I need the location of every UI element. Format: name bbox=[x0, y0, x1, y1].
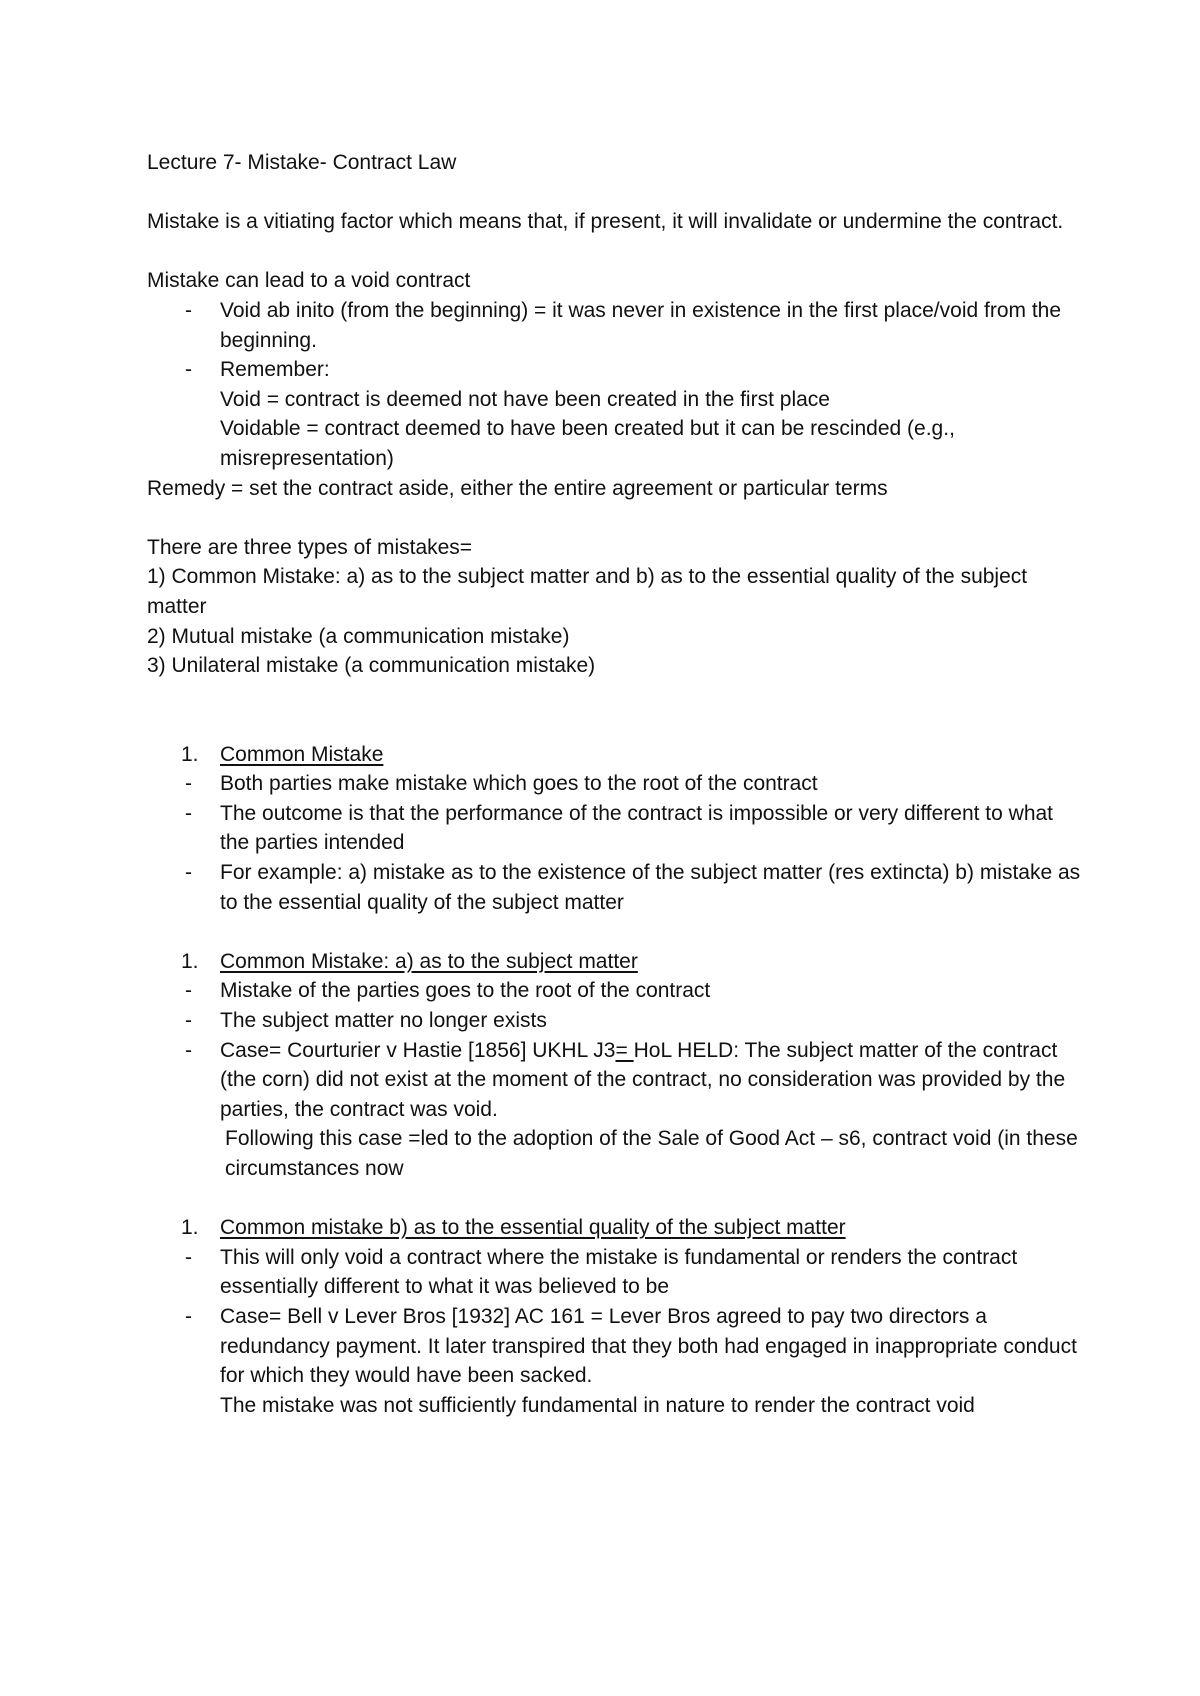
list-item bbox=[147, 1302, 1087, 1391]
list-item bbox=[147, 858, 1087, 917]
list-item bbox=[147, 976, 1087, 1006]
list-item-text: For example: a) mistake as to the existence of the subject matter (res extincta) b) mistake as to the essential quality of the subject matter bbox=[220, 861, 1081, 914]
section-title: Common Mistake bbox=[220, 742, 384, 766]
list-item-continuation: Following this case =led to the adoption of the Sale of Good Act – s6, contract void (in these circumstances now bbox=[225, 1127, 1078, 1180]
list-item bbox=[147, 1006, 1087, 1036]
dash-bullet: - bbox=[185, 772, 192, 796]
section-title: Common Mistake: a) as to the subject matter bbox=[220, 949, 638, 973]
document-title: Lecture 7- Mistake- Contract Law bbox=[147, 151, 457, 174]
dash-bullet: - bbox=[185, 861, 192, 885]
case-holding: HoL HELD: The subject matter of the contract (the corn) did not exist at the moment of the contract, no consideration was provided by the parties, the contract was void. bbox=[220, 1038, 1066, 1121]
section-heading bbox=[147, 1213, 1087, 1243]
list-item bbox=[147, 769, 1087, 799]
list-item-text: Mistake of the parties goes to the root of the contract bbox=[220, 979, 711, 1003]
section-number: 1. bbox=[181, 949, 199, 973]
list-item-text: The subject matter no longer exists bbox=[220, 1009, 547, 1033]
dash-bullet: - bbox=[185, 1304, 192, 1328]
list-item-text: Void ab inito (from the beginning) = it was never in existence in the first place/void from the beginning. bbox=[220, 298, 1062, 352]
section-number: 1. bbox=[181, 742, 199, 766]
list-item bbox=[147, 355, 1087, 385]
void-heading: Mistake can lead to a void contract bbox=[147, 269, 471, 293]
list-item-continuation: Void = contract is deemed not have been created in the first place bbox=[220, 387, 830, 411]
dash-bullet: - bbox=[185, 1009, 192, 1033]
list-item-text: The outcome is that the performance of the contract is impossible or very different to what the parties intended bbox=[220, 801, 1054, 855]
section-title: Common mistake b) as to the essential quality of the subject matter bbox=[220, 1216, 846, 1240]
dash-bullet: - bbox=[185, 979, 192, 1003]
equals-sign: = bbox=[615, 1038, 634, 1062]
list-item-continuation: Voidable = contract deemed to have been created but it can be rescinded (e.g., misrepresentation) bbox=[220, 417, 955, 470]
dash-bullet: - bbox=[185, 298, 192, 322]
type-item: 3) Unilateral mistake (a communication mistake) bbox=[147, 654, 596, 678]
list-item bbox=[147, 799, 1087, 858]
type-item: 1) Common Mistake: a) as to the subject matter and b) as to the essential quality of the subject matter bbox=[147, 565, 1028, 618]
dash-bullet: - bbox=[185, 801, 192, 825]
case-citation: Case= Courturier v Hastie [1856] UKHL J3 bbox=[220, 1038, 616, 1062]
dash-bullet: - bbox=[185, 1038, 192, 1062]
list-item-text: This will only void a contract where the mistake is fundamental or renders the contract essentially different to what it was believed to be bbox=[220, 1245, 1018, 1299]
section-heading bbox=[147, 947, 1087, 977]
dash-bullet: - bbox=[185, 358, 192, 382]
remedy-line: Remedy = set the contract aside, either the entire agreement or particular terms bbox=[147, 476, 888, 500]
document-page bbox=[147, 148, 1087, 1420]
types-heading: There are three types of mistakes= bbox=[147, 535, 473, 559]
dash-bullet: - bbox=[185, 1245, 192, 1269]
type-item: 2) Mutual mistake (a communication mistake) bbox=[147, 624, 570, 648]
list-item-text: Case= Bell v Lever Bros [1932] AC 161 = Lever Bros agreed to pay two directors a redundancy payment. It later transpired that they both had engaged in inappropriate conduct for which they would have been sacked. bbox=[220, 1304, 1077, 1388]
list-item-text bbox=[220, 1036, 1087, 1125]
section-number: 1. bbox=[181, 1216, 199, 1240]
list-item bbox=[147, 1243, 1087, 1302]
list-item bbox=[147, 1036, 1087, 1125]
list-item-text: Remember: bbox=[220, 358, 330, 382]
list-item-continuation: The mistake was not sufficiently fundamental in nature to render the contract void bbox=[220, 1393, 975, 1417]
section-heading bbox=[147, 740, 1087, 770]
list-item bbox=[147, 296, 1087, 355]
list-item-text: Both parties make mistake which goes to the root of the contract bbox=[220, 772, 818, 796]
intro-paragraph: Mistake is a vitiating factor which means that, if present, it will invalidate or undermine the contract. bbox=[147, 210, 1064, 234]
